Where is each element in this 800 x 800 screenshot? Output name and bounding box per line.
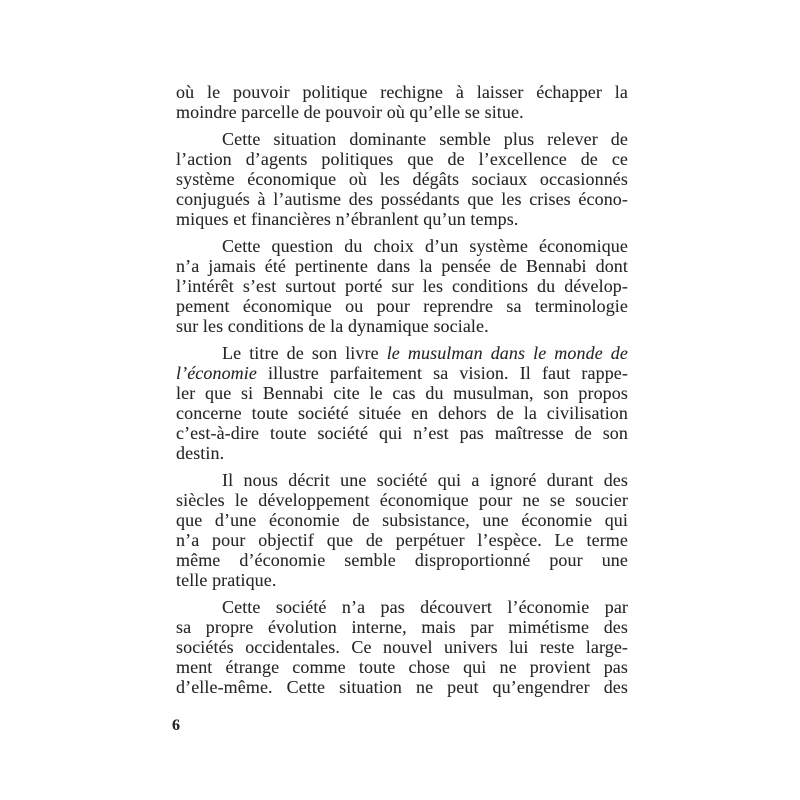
text-segment: l’intérêt s’est surtout porté sur les conditions du dévelop- (176, 276, 628, 296)
paragraph (176, 236, 628, 336)
text-line (176, 209, 628, 229)
text-line (176, 296, 628, 316)
text-segment: sociétés occidentales. Ce nouvel univers lui reste large- (176, 637, 628, 657)
paragraph (176, 470, 628, 590)
text-segment: n’a pour objectif que de perpétuer l’espèce. Le terme (176, 530, 628, 550)
text-line (176, 677, 628, 697)
text-segment: miques et financières n’ébranlent qu’un temps. (176, 209, 519, 229)
text-segment: siècles le développement économique pour ne se soucier (176, 490, 628, 510)
text-line (176, 129, 628, 149)
text-line (176, 363, 628, 383)
text-line (176, 597, 628, 617)
text-line (176, 276, 628, 296)
text-line (176, 236, 628, 256)
text-line (176, 189, 628, 209)
text-segment: Cette question du choix d’un système économique (222, 236, 628, 256)
text-segment: concerne toute société située en dehors de la civilisation (176, 403, 628, 423)
text-line (176, 490, 628, 510)
text-segment: pement économique ou pour reprendre sa terminologie (176, 296, 628, 316)
text-segment: système économique où les dégâts sociaux occasionnés (176, 169, 628, 189)
text-segment: illustre parfaitement sa vision. Il faut rappe- (256, 363, 628, 383)
text-line (176, 343, 628, 363)
text-line (176, 169, 628, 189)
text-segment: où le pouvoir politique rechigne à laisser échapper la (176, 82, 628, 102)
text-segment: ler que si Bennabi cite le cas du musulman, son propos (176, 383, 628, 403)
page-text (176, 82, 628, 704)
text-segment: c’est-à-dire toute société qui n’est pas maîtresse de son (176, 423, 628, 443)
paragraph (176, 343, 628, 463)
text-line (176, 316, 628, 336)
text-segment: sa propre évolution interne, mais par mimétisme des (176, 617, 628, 637)
text-line (176, 617, 628, 637)
text-line (176, 149, 628, 169)
text-line (176, 657, 628, 677)
text-line (176, 256, 628, 276)
text-segment: destin. (176, 443, 225, 463)
text-segment: l’action d’agents politiques que de l’excellence de ce (176, 149, 628, 169)
italic-text-segment: le musulman dans le monde de (386, 343, 628, 363)
text-segment: moindre parcelle de pouvoir où qu’elle se situe. (176, 102, 524, 122)
text-line (176, 403, 628, 423)
text-segment: n’a jamais été pertinente dans la pensée de Bennabi dont (176, 256, 628, 276)
text-line (176, 383, 628, 403)
text-line (176, 570, 628, 590)
text-segment: ment étrange comme toute chose qui ne provient pas (176, 657, 628, 677)
text-line (176, 510, 628, 530)
text-segment: Cette société n’a pas découvert l’économie par (222, 597, 628, 617)
text-line (176, 102, 628, 122)
text-line (176, 530, 628, 550)
text-line (176, 470, 628, 490)
text-segment: telle pratique. (176, 570, 277, 590)
text-line (176, 550, 628, 570)
paragraph (176, 82, 628, 122)
text-segment: d’elle-même. Cette situation ne peut qu’engendrer des (176, 677, 628, 697)
text-segment: conjugués à l’autisme des possédants que les crises écono- (176, 189, 628, 209)
paragraph (176, 129, 628, 229)
text-line (176, 443, 628, 463)
text-line (176, 423, 628, 443)
text-segment: sur les conditions de la dynamique sociale. (176, 316, 489, 336)
italic-text-segment: l’économie (176, 363, 257, 383)
page-number: 6 (172, 717, 180, 734)
text-segment: que d’une économie de subsistance, une économie qui (176, 510, 628, 530)
text-line (176, 637, 628, 657)
text-line (176, 82, 628, 102)
paragraph (176, 597, 628, 697)
text-segment: même d’économie semble disproportionné pour une (176, 550, 628, 570)
text-segment: Il nous décrit une société qui a ignoré durant des (222, 470, 628, 490)
text-segment: Cette situation dominante semble plus relever de (222, 129, 628, 149)
text-segment: Le titre de son livre (222, 343, 387, 363)
